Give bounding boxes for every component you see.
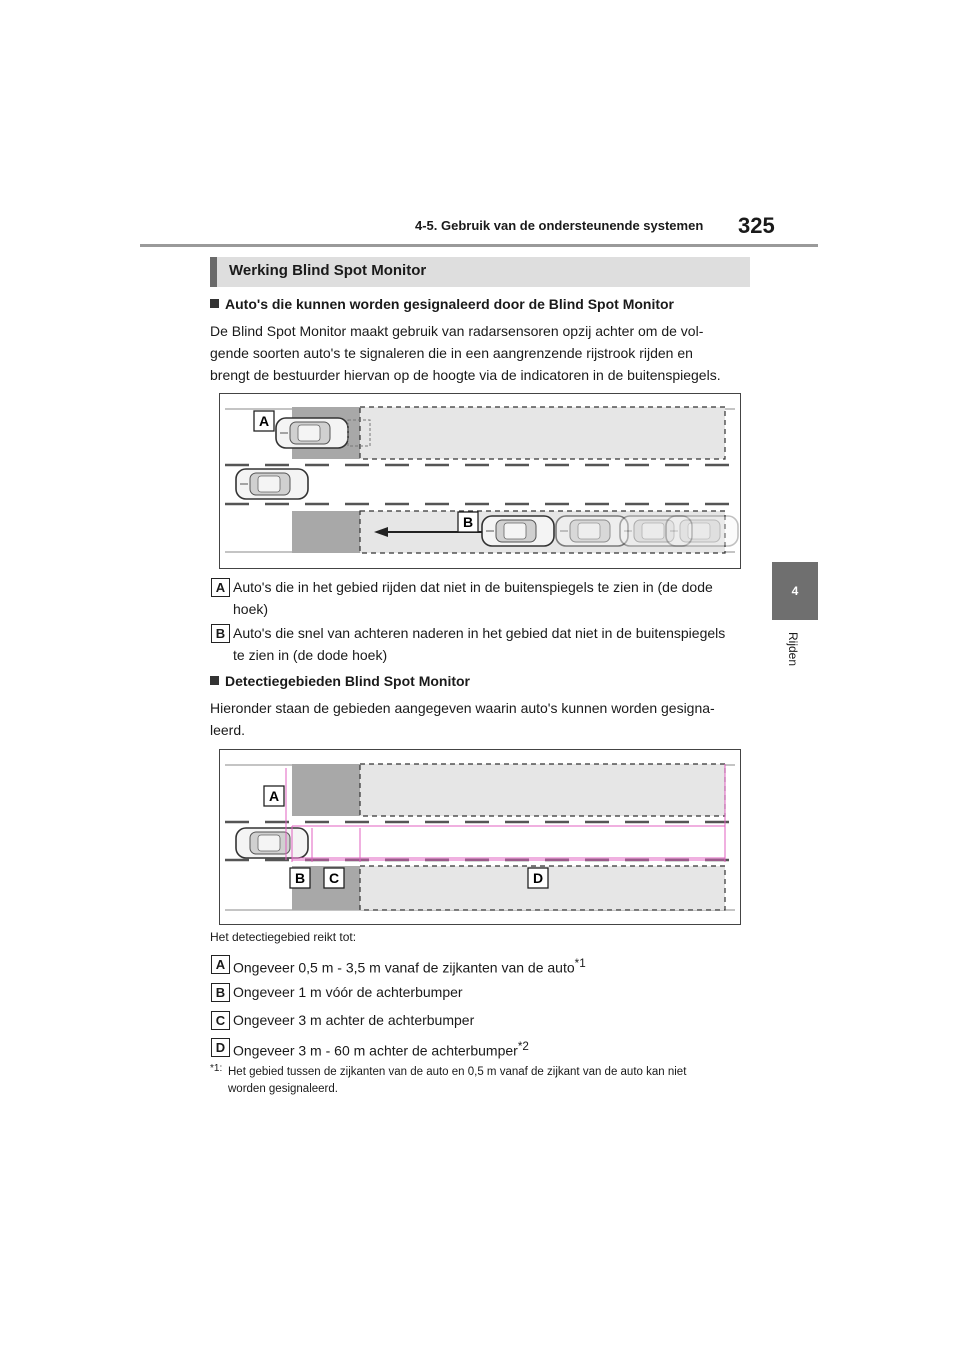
footnote-mark: *1 bbox=[210, 1063, 220, 1074]
detection-area-diagram bbox=[219, 749, 741, 925]
paragraph-line: leerd. bbox=[210, 722, 246, 738]
legend-text: Auto's die in het gebied rijden dat niet in de buitenspiegels te zien in (de dode bbox=[233, 579, 713, 595]
diagram-label-a: A bbox=[268, 788, 280, 804]
own-car-icon bbox=[236, 828, 308, 858]
diagram-label-b: B bbox=[462, 514, 474, 530]
legend-text: Ongeveer 3 m achter de achterbumper bbox=[233, 1012, 475, 1028]
legend-text: Auto's die snel van achteren naderen in het gebied dat niet in de buitenspiegels bbox=[233, 625, 726, 641]
legend-text: Ongeveer 3 m - 60 m achter de achterbumper bbox=[233, 1042, 518, 1059]
approaching-car-ghost-icon bbox=[556, 516, 628, 546]
blind-spot-diagram bbox=[219, 393, 741, 569]
section-title: Werking Blind Spot Monitor bbox=[229, 262, 427, 279]
diagram-label-b: B bbox=[294, 870, 306, 886]
header-divider bbox=[140, 244, 818, 247]
legend-item-c bbox=[211, 1009, 751, 1033]
subheading-detection-areas bbox=[210, 673, 470, 689]
diagram-label-a: A bbox=[258, 413, 270, 429]
legend-key: B bbox=[211, 983, 230, 1002]
legend-text: te zien in (de dode hoek) bbox=[233, 647, 388, 663]
paragraph-line: De Blind Spot Monitor maakt gebruik van radarsensoren opzij achter om de vol- bbox=[210, 323, 704, 339]
diagram-label-d: D bbox=[532, 870, 544, 886]
legend-text: Ongeveer 1 m vóór de achterbumper bbox=[233, 984, 463, 1000]
car-in-blind-spot-icon bbox=[276, 418, 348, 448]
legend-key: A bbox=[211, 955, 230, 974]
intro-paragraph bbox=[210, 320, 770, 386]
paragraph-line: brengt de bestuurder hiervan op de hoogte via de indicatoren in de buitenspiegels. bbox=[210, 367, 721, 383]
paragraph-line: Hieronder staan de gebieden aangegeven waarin auto's kunnen worden gesigna- bbox=[210, 700, 715, 716]
chapter-label bbox=[778, 632, 808, 692]
legend-key: D bbox=[211, 1038, 230, 1057]
legend-key: B bbox=[211, 624, 230, 643]
diagram-label-c: C bbox=[328, 870, 340, 886]
legend-text: Ongeveer 0,5 m - 3,5 m vanaf de zijkanten van de auto bbox=[233, 959, 575, 976]
square-bullet-icon bbox=[210, 299, 219, 308]
legend-item-a bbox=[211, 953, 751, 977]
page-number: 325 bbox=[738, 213, 775, 238]
footnote-text: Het gebied tussen de zijkanten van de auto en 0,5 m vanaf de zijkant van de auto kan niet bbox=[228, 1066, 687, 1078]
legend-item-d bbox=[211, 1036, 751, 1060]
square-bullet-icon bbox=[210, 676, 219, 685]
subheading-text: Auto's die kunnen worden gesignaleerd door de Blind Spot Monitor bbox=[225, 296, 675, 312]
legend-item-b bbox=[211, 981, 751, 1005]
approaching-car-icon bbox=[482, 516, 554, 546]
section-header: 4-5. Gebruik van de ondersteunende systemen bbox=[415, 218, 704, 233]
approaching-car-ghost-icon bbox=[666, 516, 738, 546]
legend-text: hoek) bbox=[233, 601, 269, 617]
section-title-bar bbox=[210, 257, 750, 287]
footnote-ref: *2 bbox=[517, 1040, 529, 1053]
chapter-tab: 4 bbox=[772, 562, 818, 620]
chapter-label-text: Rijden bbox=[786, 632, 800, 667]
subheading-text: Detectiegebieden Blind Spot Monitor bbox=[225, 673, 471, 689]
footnote-text: worden gesignaleerd. bbox=[228, 1083, 338, 1095]
footnote-ref: *1 bbox=[574, 957, 586, 970]
legend-item-b bbox=[211, 622, 751, 666]
diagram-caption: Het detectiegebied reikt tot: bbox=[210, 930, 357, 944]
legend-key: A bbox=[211, 578, 230, 597]
own-car-icon bbox=[236, 469, 308, 499]
detection-paragraph bbox=[210, 697, 770, 741]
subheading-detected-cars bbox=[210, 296, 674, 312]
legend-item-a bbox=[211, 576, 751, 620]
paragraph-line: gende soorten auto's te signaleren die in een aangrenzende rijstrook rijden en bbox=[210, 345, 693, 361]
legend-key: C bbox=[211, 1011, 230, 1030]
